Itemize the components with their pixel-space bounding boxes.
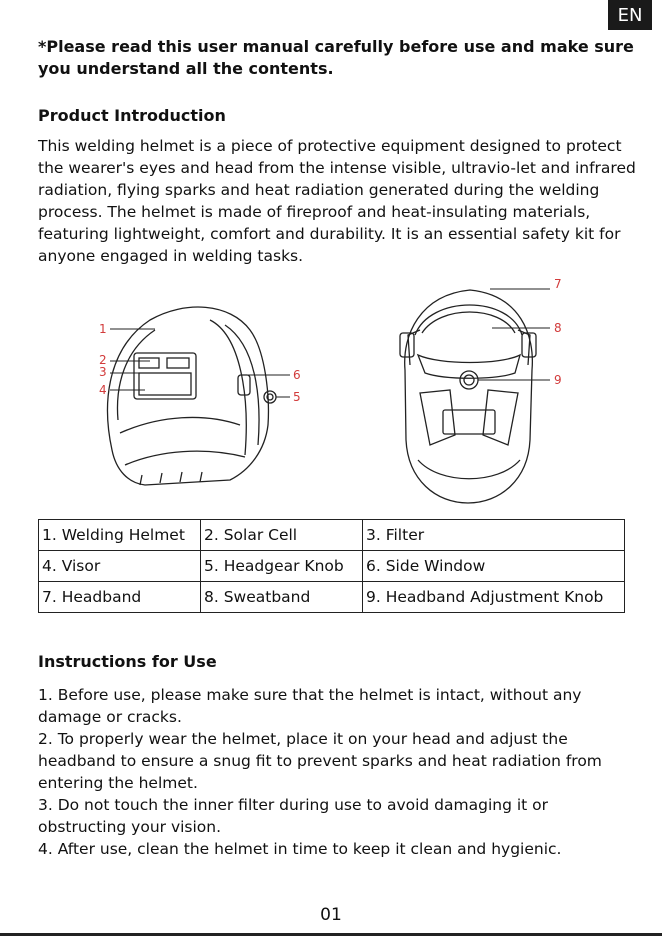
table-row	[39, 551, 625, 582]
table-cell: 1. Welding Helmet	[39, 520, 201, 551]
list-item: 2. To properly wear the helmet, place it on your head and adjust the headband to ensure a snug fit to prevent sparks and heat radiation from entering the helmet.	[38, 730, 602, 792]
list-item: 4. After use, clean the helmet in time to keep it clean and hygienic.	[38, 840, 562, 858]
callout-5: 5	[293, 390, 301, 404]
list-item: 1. Before use, please make sure that the helmet is intact, without any damage or cracks.	[38, 686, 582, 726]
table-cell: 8. Sweatband	[201, 582, 363, 613]
warning-notice: *Please read this user manual carefully before use and make sure you understand all the contents.	[38, 37, 634, 78]
page-number: 01	[320, 905, 342, 925]
callout-2: 2	[99, 353, 107, 367]
table-cell: 2. Solar Cell	[201, 520, 363, 551]
instructions-title: Instructions for Use	[38, 652, 217, 671]
callout-6: 6	[293, 368, 301, 382]
table-cell: 4. Visor	[39, 551, 201, 582]
parts-table	[38, 519, 625, 613]
helmet-diagram	[0, 275, 662, 515]
product-introduction-text: This welding helmet is a piece of protective equipment designed to protect the wearer's eyes and head from the intense visible, ultravio-let and infrared radiation, flying sparks and heat radiation generated during the welding process. The helmet is made of fireproof and heat-insulating materials, featuring lightweight, comfort and durability. It is an essential safety kit for anyone engaged in welding tasks.	[38, 137, 636, 265]
callout-1: 1	[99, 322, 107, 336]
table-cell: 9. Headband Adjustment Knob	[363, 582, 625, 613]
callout-8: 8	[554, 321, 562, 335]
callout-3: 3	[99, 365, 107, 379]
list-item: 3. Do not touch the inner filter during use to avoid damaging it or obstructing your vision.	[38, 796, 549, 836]
instructions-list	[38, 684, 638, 860]
table-cell: 5. Headgear Knob	[201, 551, 363, 582]
callout-4: 4	[99, 383, 107, 397]
helmet-side-view	[108, 307, 290, 485]
table-cell: 3. Filter	[363, 520, 625, 551]
table-row	[39, 582, 625, 613]
table-cell: 7. Headband	[39, 582, 201, 613]
callout-9: 9	[554, 373, 562, 387]
callout-7: 7	[554, 277, 562, 291]
table-row	[39, 520, 625, 551]
table-cell: 6. Side Window	[363, 551, 625, 582]
product-introduction-title: Product Introduction	[38, 106, 226, 125]
language-badge: EN	[608, 0, 652, 30]
helmet-back-view	[400, 289, 550, 503]
